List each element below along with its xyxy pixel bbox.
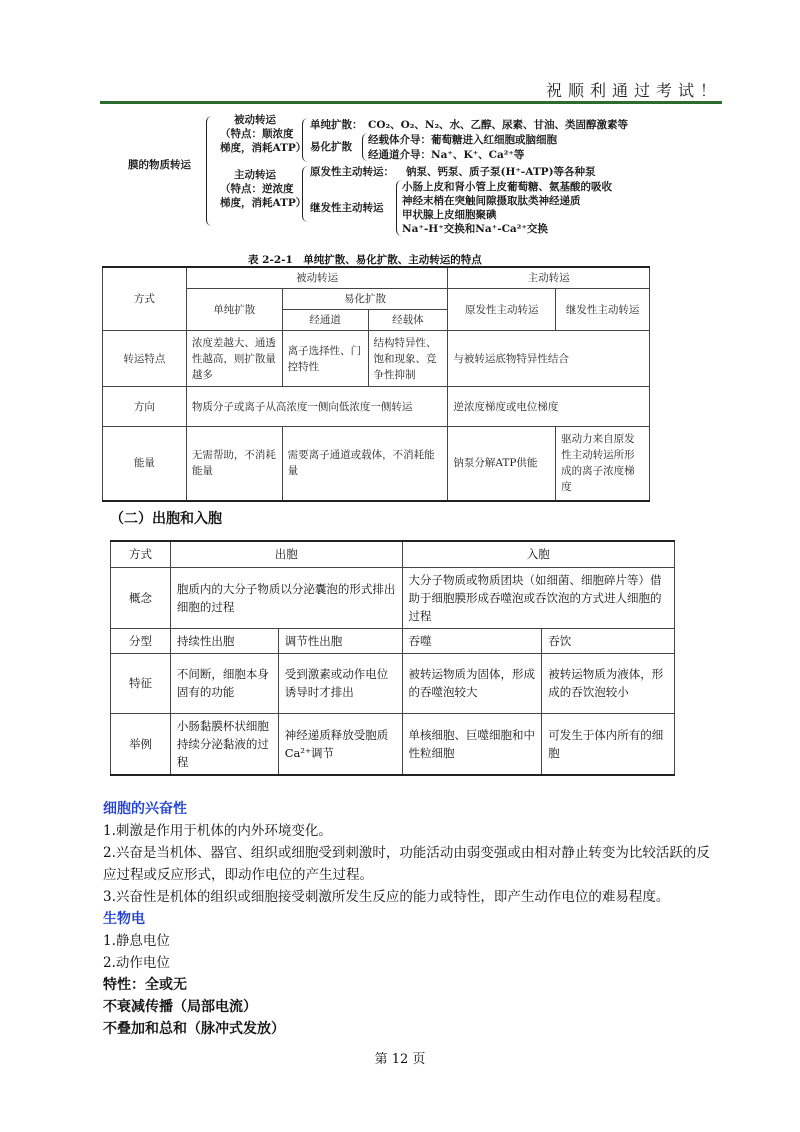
t2-feat-4: 被转运物质为液体，形成的吞饮泡较小	[542, 653, 675, 713]
t1-h-mode: 方式	[103, 267, 187, 331]
excitability-p3: 3.兴奋性是机体的组织或细胞接受刺激所发生反应的能力或特性，即产生动作电位的难易程度。	[103, 889, 670, 905]
t2-feat-label: 特征	[111, 653, 171, 713]
tree-simple-label: 单纯扩散：	[310, 119, 363, 131]
transport-comparison-table	[102, 266, 650, 502]
t2-ex-3: 单核细胞、巨噬细胞和中性粒细胞	[402, 713, 542, 775]
t2-ex-1: 小肠黏膜杯状细胞持续分泌黏液的过程	[170, 713, 278, 775]
tree-active-note2: 梯度，消耗ATP）	[220, 197, 307, 209]
tree-root: 膜的物质转运	[128, 159, 191, 171]
tree-secondary-item: 甲状腺上皮细胞聚碘	[402, 209, 497, 221]
t1-r2-active: 逆浓度梯度或电位梯度	[448, 387, 650, 427]
tree-simple-content: CO₂、O₂、N₂、水、乙醇、尿素、甘油、类固醇激素等	[368, 119, 629, 131]
page-number: 第 12 页	[374, 1052, 426, 1067]
t1-h-active: 主动转运	[448, 267, 650, 289]
t1-r3-primary: 钠泵分解ATP供能	[448, 427, 556, 501]
bioelectric-item1: 1.静息电位	[103, 933, 170, 949]
t2-h-exo: 出胞	[170, 541, 402, 567]
t1-r1-carrier: 结构特异性、饱和现象、竞争性抑制	[368, 331, 448, 387]
bioelectric-prop1: 特性：全或无	[103, 977, 187, 993]
exo-endocytosis-table	[110, 540, 675, 776]
t1-h-channel: 经通道	[282, 310, 368, 331]
t1-r1-simple: 浓度差越大、通透性越高，则扩散量越多	[186, 331, 282, 387]
active-brace	[302, 166, 308, 222]
t1-h-primary: 原发性主动转运	[448, 289, 556, 331]
t1-r3-label: 能量	[103, 427, 187, 501]
t2-h-endo: 入胞	[402, 541, 675, 567]
tree-secondary-item: 小肠上皮和肾小管上皮葡萄糖、氨基酸的吸收	[402, 181, 612, 193]
tree-secondary-label: 继发性主动转运	[310, 202, 384, 214]
t2-concept-label: 概念	[111, 567, 171, 628]
tree-secondary-item: Na⁺-H⁺交换和Na⁺-Ca²⁺交换	[402, 223, 548, 235]
tree-secondary-item: 神经末梢在突触间隙摄取肽类神经递质	[402, 195, 581, 207]
section-exocytosis-endocytosis-title: （二）出胞和入胞	[110, 511, 222, 527]
excitability-title: 细胞的兴奋性	[103, 801, 187, 817]
bioelectric-prop2: 不衰减传播（局部电流）	[103, 999, 257, 1015]
t2-type-continuous: 持续性出胞	[170, 628, 278, 653]
tree-primary-label: 原发性主动转运：	[310, 166, 394, 178]
t1-h-facil: 易化扩散	[282, 289, 448, 310]
tree-primary-content: 钠泵、钙泵、质子泵(H⁺-ATP)等各种泵	[406, 166, 596, 178]
t1-r3-facil: 需要离子通道或载体，不消耗能量	[282, 427, 448, 501]
t1-r3-simple: 无需帮助，不消耗能量	[186, 427, 282, 501]
bioelectric-item2: 2.动作电位	[103, 955, 170, 971]
t1-h-secondary: 继发性主动转运	[556, 289, 650, 331]
t1-r1-label: 转运特点	[103, 331, 187, 387]
t2-type-pinocytosis: 吞饮	[542, 628, 675, 653]
tree-passive-note1: （特点：顺浓度	[220, 128, 294, 140]
t2-concept-exo: 胞质内的大分子物质以分泌囊泡的形式排出细胞的过程	[170, 567, 402, 628]
t1-r1-channel: 离子选择性、门控特性	[282, 331, 368, 387]
tree-passive-title: 被动转运	[234, 114, 276, 126]
t1-h-simple: 单纯扩散	[186, 289, 282, 331]
tree-facilitated-label: 易化扩散	[310, 141, 352, 153]
t1-h-passive: 被动转运	[186, 267, 448, 289]
t2-type-label: 分型	[111, 628, 171, 653]
t1-r1-active: 与被转运底物特异性结合	[448, 331, 650, 387]
t2-ex-label: 举例	[111, 713, 171, 775]
table1-caption: 表 2-2-1 单纯扩散、易化扩散、主动转运的特点	[248, 254, 482, 266]
t2-h-mode: 方式	[111, 541, 171, 567]
tree-passive-note2: 梯度，消耗ATP）	[220, 142, 307, 154]
t2-ex-2: 神经递质释放受胞质Ca²⁺调节	[278, 713, 402, 775]
t1-h-carrier: 经载体	[368, 310, 448, 331]
t2-feat-1: 不间断，细胞本身固有的功能	[170, 653, 278, 713]
t2-type-phagocytosis: 吞噬	[402, 628, 542, 653]
excitability-p2: 2.兴奋是当机体、器官、组织或细胞受到刺激时，功能活动由弱变强或由相对静止转变为比较活跃的反应过程或反应形式，即动作电位的产生过程。	[103, 845, 710, 883]
page-header-slogan: 祝顺利通过考试！	[545, 81, 722, 100]
tree-facilitated-carrier: 经载体介导：葡萄糖进入红细胞或脑细胞	[368, 134, 557, 146]
excitability-p1: 1.刺激是作用于机体的内外环境变化。	[103, 823, 332, 839]
t1-r3-secondary: 驱动力来自原发性主动转运所形成的离子浓度梯度	[556, 427, 650, 501]
root-brace	[206, 116, 213, 226]
t2-ex-4: 可发生于体内所有的细胞	[542, 713, 675, 775]
t1-r2-passive: 物质分子或离子从高浓度一侧向低浓度一侧转运	[186, 387, 448, 427]
header-divider	[100, 101, 722, 104]
passive-brace	[302, 118, 308, 162]
tree-active-title: 主动转运	[234, 169, 276, 181]
bioelectric-prop3: 不叠加和总和（脉冲式发放）	[103, 1021, 285, 1037]
t2-concept-endo: 大分子物质或物质团块（如细菌、细胞碎片等）借助于细胞膜形成吞噬泡或吞饮泡的方式进人细胞的过程	[402, 567, 675, 628]
bioelectric-title: 生物电	[103, 911, 145, 927]
tree-facilitated-channel: 经通道介导：Na⁺、K⁺、Ca²⁺等	[368, 149, 525, 161]
tree-active-note1: （特点：逆浓度	[220, 183, 294, 195]
t2-type-regulated: 调节性出胞	[278, 628, 402, 653]
t2-feat-3: 被转运物质为固体，形成的吞噬泡较大	[402, 653, 542, 713]
t1-r2-label: 方向	[103, 387, 187, 427]
t2-feat-2: 受到激素或动作电位诱导时才排出	[278, 653, 402, 713]
